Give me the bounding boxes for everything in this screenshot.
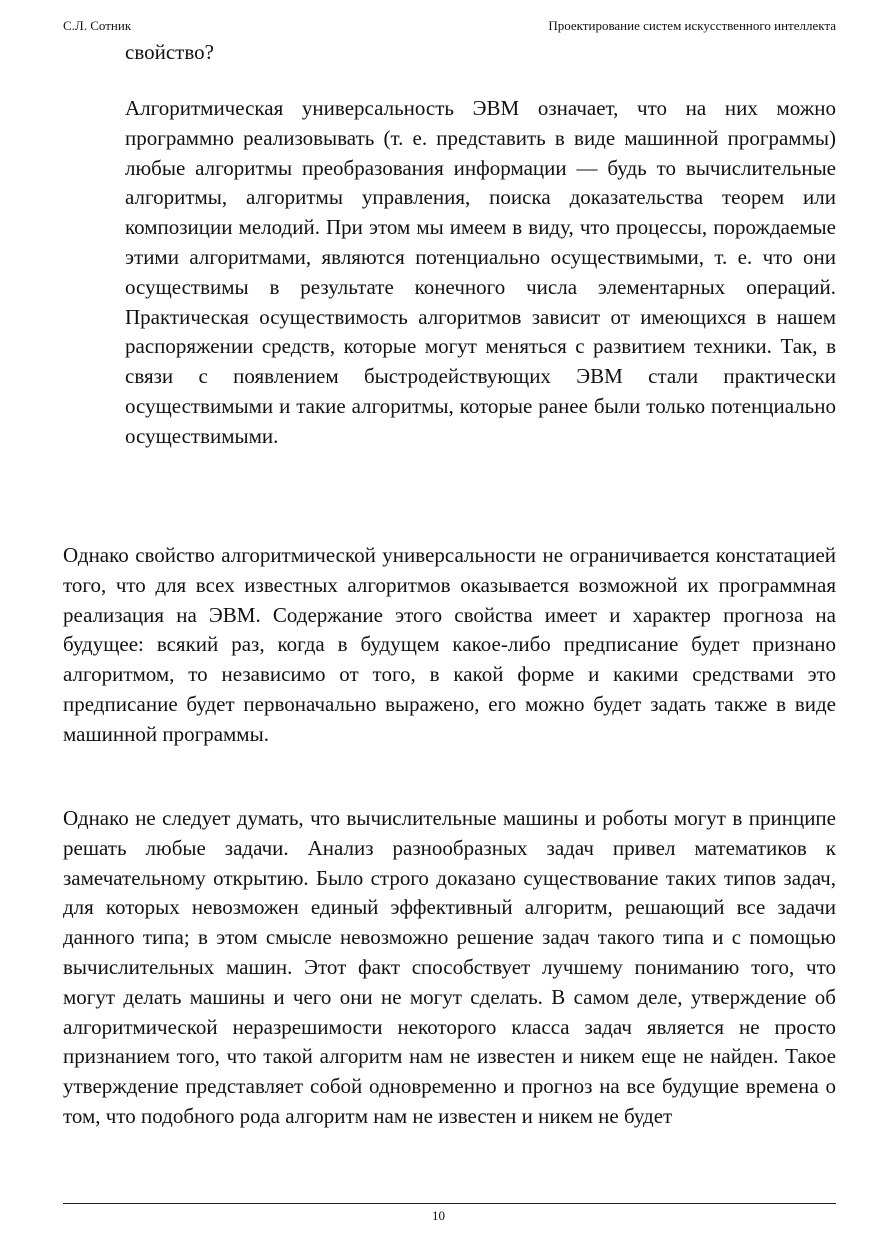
prognosis-paragraph: Однако свойство алгоритмической универсальности не ограничивается констатацией того, что для всех известных алгоритмов оказывается возможной их программная реализация на ЭВМ. Содержание этого свойства имеет и характер прогноза на будущее: всякий раз, когда в будущем какое-либо предписание будет признано алгоритмом, то независимо от того, в какой форме и какими средствами это предписание будет первоначально выражено, его можно будет задать также в виде машинной программы. bbox=[63, 543, 836, 746]
unsolvability-paragraph: Однако не следует думать, что вычислительные машины и роботы могут в принципе решать любые задачи. Анализ разнообразных задач привел математиков к замечательному открытию. Было строго доказано существование таких типов задач, для которых невозможен единый эффективный алгоритм, решающий все задачи данного типа; в этом смысле невозможно решение задач такого типа и с помощью вычислительных машин. Этот факт способствует лучшему пониманию того, что могут делать машины и чего они не могут сделать. В самом деле, утверждение об алгоритмической неразрешимости некоторого класса задач является не просто признанием того, что такой алгоритм нам не известен и никем еще не найден. Такое утверждение представляет собой одновременно и прогноз на все будущие времена о том, что подобного рода алгоритм нам не известен и никем не будет bbox=[63, 806, 836, 1128]
universality-paragraph: Алгоритмическая универсальность ЭВМ означает, что на них можно программно реализовывать (т. е. представить в виде машинной программы) любые алгоритмы преобразования информации — будь то вычислительные алгоритмы, алгоритмы управления, поиска доказательства теорем или композиции мелодий. При этом мы имеем в виду, что процессы, порождаемые этими алгоритмами, являются потенциально осуществимыми, т. е. что они осуществимы в результате конечного числа элементарных операций. Практическая осуществимость алгоритмов зависит от имеющихся в нашем распоряжении средств, которые могут меняться с развитием техники. Так, в связи с появлением быстродействующих ЭВМ стали практически осуществимыми и такие алгоритмы, которые ранее были только потенциально осуществимыми. bbox=[125, 96, 836, 448]
footer-divider bbox=[63, 1203, 836, 1204]
continued-fragment: свойство? bbox=[125, 40, 214, 64]
header-book-title: Проектирование систем искусственного интеллекта bbox=[548, 18, 836, 33]
page-number: 10 bbox=[432, 1208, 445, 1223]
running-header bbox=[63, 17, 836, 35]
header-author: С.Л. Сотник bbox=[63, 18, 132, 33]
